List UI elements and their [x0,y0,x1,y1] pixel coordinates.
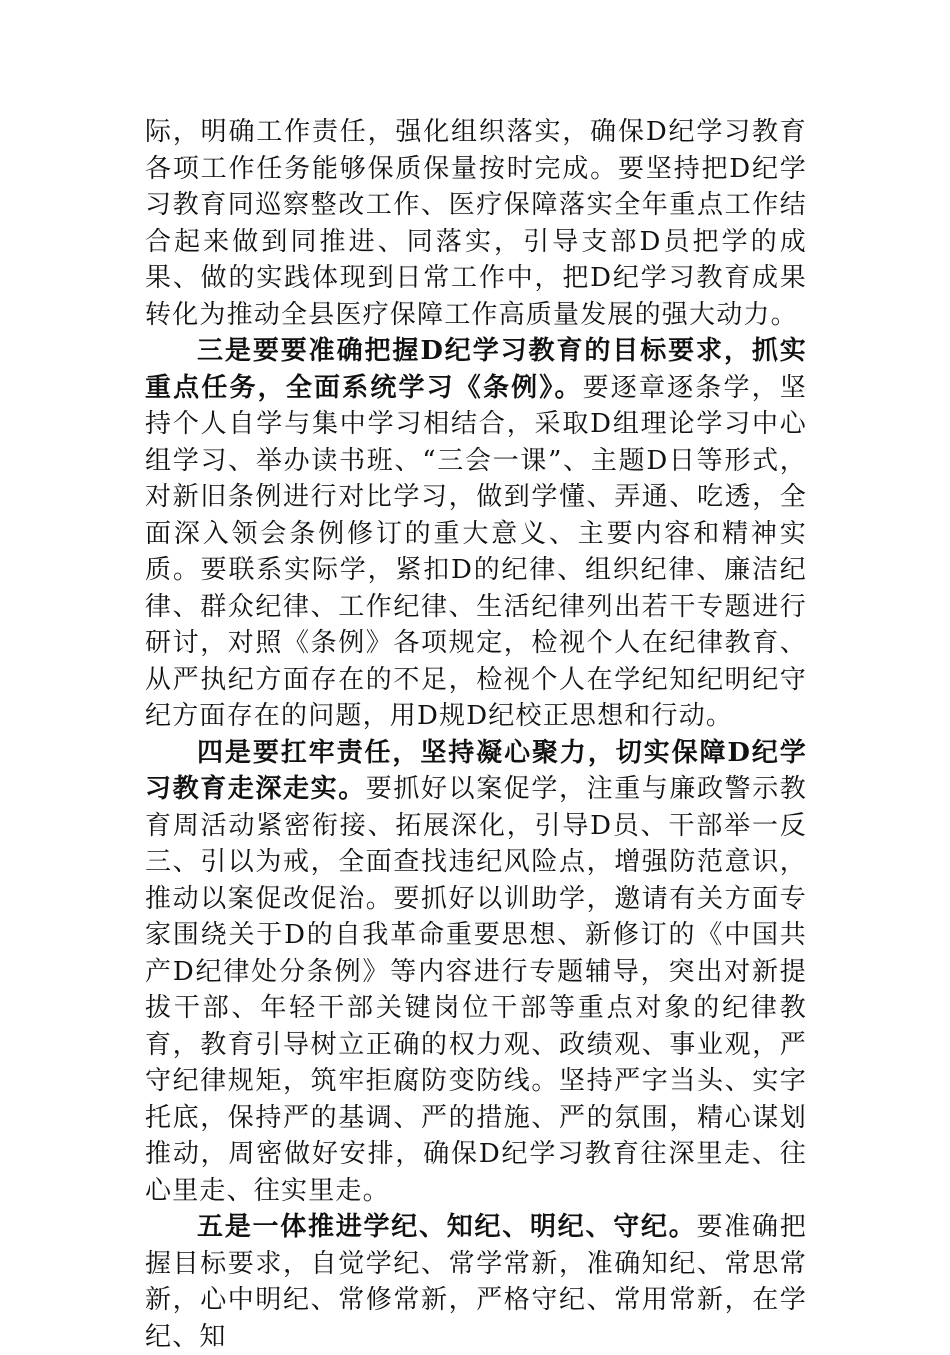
paragraph-4-lead: 五是一体推进学纪、知纪、明纪、守纪。 [197,1212,697,1242]
paragraph-2-lead: 三是要要准确把握D纪学习教育的目标要求，抓实重点任务，全面系统学习《条例》。 [145,336,807,403]
paragraph-2 [145,333,807,735]
paragraph-1 [145,114,807,333]
paragraph-4-body: 要准确把握目标要求，自觉学纪、常学常新，准确知纪、常思常新，心中明纪、常修常新，严格守纪、常用常新，在学纪、知 [145,1212,807,1352]
paragraph-2-body: 要逐章逐条学，坚持个人自学与集中学习相结合，采取D组理论学习中心组学习、举办读书班、“三会一课”、主题D日等形式，对新旧条例进行对比学习，做到学懂、弄通、吃透，全面深入领会条例修订的重大意义、主要内容和精神实质。要联系实际学，紧扣D的纪律、组织纪律、廉洁纪律、群众纪律、工作纪律、生活纪律列出若干专题进行研讨，对照《条例》各项规定，检视个人在纪律教育、从严执纪方面存在的不足，检视个人在学纪知纪明纪守纪方面存在的问题，用D规D纪校正思想和行动。 [145,372,807,731]
paragraph-4 [145,1209,807,1355]
paragraph-3 [145,735,807,1210]
paragraph-1-body: 际，明确工作责任，强化组织落实，确保D纪学习教育各项工作任务能够保质保量按时完成。要坚持把D纪学习教育同巡察整改工作、医疗保障落实全年重点工作结合起来做到同推进、同落实，引导支部D员把学的成果、做的实践体现到日常工作中，把D纪学习教育成果转化为推动全县医疗保障工作高质量发展的强大动力。 [145,117,807,330]
paragraph-3-lead: 四是要扛牢责任，坚持凝心聚力，切实保障D纪学习教育走深走实。 [145,737,807,804]
paragraph-3-body: 要抓好以案促学，注重与廉政警示教育周活动紧密衔接、拓展深化，引导D员、干部举一反三、引以为戒，全面查找违纪风险点，增强防范意识，推动以案促改促治。要抓好以训助学，邀请有关方面专家围绕关于D的自我革命重要思想、新修订的《中国共产D纪律处分条例》等内容进行专题辅导，突出对新提拔干部、年轻干部关键岗位干部等重点对象的纪律教育，教育引导树立正确的权力观、政绩观、事业观，严守纪律规矩，筑牢拒腐防变防线。坚持严字当头、实字托底，保持严的基调、严的措施、严的氛围，精心谋划推动，周密做好安排，确保D纪学习教育往深里走、往心里走、往实里走。 [145,774,807,1206]
document-page [145,114,807,1355]
